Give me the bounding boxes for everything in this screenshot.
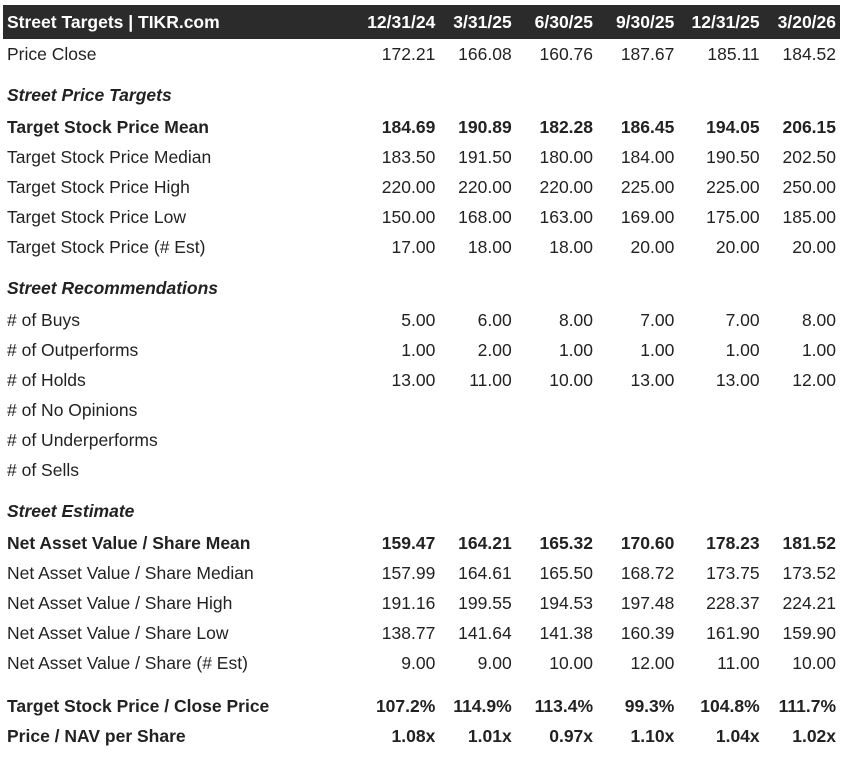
row-label: Price Close — [7, 43, 97, 64]
table-cell: 159.47 — [381, 532, 436, 553]
table-cell: 1.04x — [715, 725, 760, 746]
table-cell: 182.28 — [539, 116, 594, 137]
table-cell: 191.50 — [458, 146, 512, 167]
table-cell: 0.97x — [549, 725, 594, 746]
row-label: # of Outperforms — [7, 339, 139, 360]
table-cell: 166.08 — [458, 43, 512, 64]
table-cell: 187.67 — [620, 43, 675, 64]
table-cell: 17.00 — [391, 236, 436, 257]
table-cell: 5.00 — [401, 309, 436, 330]
table-cell: 18.00 — [549, 236, 594, 257]
row-label: Net Asset Value / Share Mean — [7, 532, 251, 553]
table-cell: 20.00 — [715, 236, 760, 257]
table-row — [3, 202, 840, 232]
table-cell: 141.38 — [539, 622, 594, 643]
table-cell: 191.16 — [381, 592, 436, 613]
table-cell: 12.00 — [630, 652, 675, 673]
table-row — [3, 558, 840, 588]
table-cell: 99.3% — [624, 695, 675, 716]
table-cell: 2.00 — [477, 339, 512, 360]
table-cell: 225.00 — [706, 176, 760, 197]
table-cell: 165.32 — [539, 532, 594, 553]
table-row — [3, 691, 840, 721]
row-label: Price / NAV per Share — [7, 725, 186, 746]
table-cell: 175.00 — [706, 206, 760, 227]
table-row — [3, 588, 840, 618]
table-cell: 161.90 — [706, 622, 760, 643]
table-cell: 184.69 — [381, 116, 436, 137]
table-cell: 220.00 — [458, 176, 512, 197]
table-cell: 185.11 — [707, 43, 760, 64]
table-cell: 1.00 — [801, 339, 837, 360]
table-cell: 107.2% — [375, 695, 436, 716]
table-cell: 225.00 — [620, 176, 675, 197]
row-label: Net Asset Value / Share (# Est) — [7, 652, 248, 673]
table-cell: 181.52 — [782, 532, 837, 553]
table-cell: 160.76 — [539, 43, 594, 64]
table-cell: 18.00 — [467, 236, 512, 257]
row-label: Net Asset Value / Share Low — [7, 622, 229, 643]
table-cell: 220.00 — [381, 176, 436, 197]
table-cell: 173.75 — [706, 562, 760, 583]
table-cell: 9.00 — [401, 652, 436, 673]
table-cell: 13.00 — [630, 369, 675, 390]
table-cell: 8.00 — [801, 309, 837, 330]
table-cell: 1.01x — [467, 725, 512, 746]
row-label: Target Stock Price Mean — [7, 116, 209, 137]
table-cell: 178.23 — [706, 532, 760, 553]
column-header: 12/31/24 — [367, 11, 436, 32]
table-cell: 197.48 — [620, 592, 675, 613]
section-title: Street Estimate — [7, 501, 135, 521]
table-cell: 11.00 — [469, 369, 512, 390]
table-cell: 168.00 — [458, 206, 512, 227]
table-row — [3, 528, 840, 558]
table-cell: 206.15 — [782, 116, 837, 137]
table-cell: 10.00 — [792, 652, 837, 673]
table-cell: 159.90 — [782, 622, 837, 643]
table-cell: 164.61 — [458, 562, 512, 583]
table-cell: 202.50 — [782, 146, 837, 167]
table-cell: 1.00 — [558, 339, 594, 360]
table-cell: 183.50 — [381, 146, 436, 167]
table-row — [3, 172, 840, 202]
table-cell: 10.00 — [549, 652, 594, 673]
row-label: # of Holds — [7, 369, 86, 390]
table-cell: 10.00 — [549, 369, 594, 390]
column-header: 6/30/25 — [534, 11, 594, 32]
section-title: Street Price Targets — [7, 85, 172, 105]
table-cell: 9.00 — [477, 652, 512, 673]
table-cell: 163.00 — [539, 206, 594, 227]
table-cell: 173.52 — [782, 562, 837, 583]
table-cell: 190.89 — [458, 116, 512, 137]
table-cell: 114.9% — [453, 695, 512, 716]
table-cell: 165.50 — [539, 562, 594, 583]
table-row — [3, 112, 840, 142]
table-cell: 164.21 — [458, 532, 512, 553]
column-header: 3/20/26 — [777, 11, 837, 32]
table-header — [3, 5, 840, 39]
row-label: Target Stock Price High — [7, 176, 190, 197]
table-row — [3, 142, 840, 172]
table-cell: 141.64 — [458, 622, 512, 643]
table-row — [3, 455, 840, 485]
table-row — [3, 335, 840, 365]
table-cell: 1.00 — [401, 339, 436, 360]
table-cell: 184.00 — [620, 146, 675, 167]
table-cell: 11.00 — [717, 652, 760, 673]
table-cell: 190.50 — [706, 146, 760, 167]
table-cell: 160.39 — [620, 622, 675, 643]
table-cell: 169.00 — [620, 206, 675, 227]
table-cell: 1.10x — [630, 725, 675, 746]
row-label: # of Sells — [7, 459, 79, 480]
table-cell: 104.8% — [700, 695, 760, 716]
table-cell: 1.08x — [391, 725, 436, 746]
table-cell: 1.00 — [640, 339, 675, 360]
table-cell: 250.00 — [782, 176, 837, 197]
column-header: 12/31/25 — [691, 11, 760, 32]
row-label: Target Stock Price / Close Price — [7, 695, 270, 716]
row-label: Net Asset Value / Share Median — [7, 562, 254, 583]
table-cell: 13.00 — [391, 369, 436, 390]
row-label: # of No Opinions — [7, 399, 138, 420]
table-row — [3, 618, 840, 648]
table-row — [3, 721, 840, 751]
table-cell: 12.00 — [792, 369, 837, 390]
table-row — [3, 648, 840, 678]
table-title: Street Targets | TIKR.com — [7, 11, 220, 32]
section-title: Street Recommendations — [7, 278, 219, 298]
table-row — [3, 425, 840, 455]
table-cell: 20.00 — [792, 236, 837, 257]
row-label: # of Buys — [7, 309, 80, 330]
table-cell: 150.00 — [381, 206, 436, 227]
table-cell: 113.4% — [534, 695, 594, 716]
table-row — [3, 305, 840, 335]
table-cell: 228.37 — [706, 592, 760, 613]
table-cell: 20.00 — [630, 236, 675, 257]
table-cell: 194.53 — [539, 592, 594, 613]
section-heading-recommendations — [3, 262, 840, 305]
table-cell: 172.21 — [381, 43, 436, 64]
table-cell: 111.7% — [778, 695, 837, 716]
table-cell: 224.21 — [782, 592, 837, 613]
table-cell: 1.00 — [725, 339, 760, 360]
row-label: Net Asset Value / Share High — [7, 592, 233, 613]
table-cell: 186.45 — [620, 116, 675, 137]
table-row — [3, 395, 840, 425]
table-row — [3, 365, 840, 395]
table-cell: 157.99 — [381, 562, 436, 583]
section-heading-estimate — [3, 485, 840, 528]
table-row — [3, 232, 840, 262]
row-label: Target Stock Price Median — [7, 146, 212, 167]
table-cell: 185.00 — [782, 206, 837, 227]
row-label: Target Stock Price (# Est) — [7, 236, 206, 257]
table-cell: 13.00 — [715, 369, 760, 390]
table-cell: 6.00 — [477, 309, 512, 330]
table-cell: 168.72 — [620, 562, 675, 583]
section-heading-price-targets — [3, 69, 840, 112]
table-cell: 7.00 — [640, 309, 675, 330]
row-label: Target Stock Price Low — [7, 206, 186, 227]
table-cell: 220.00 — [539, 176, 594, 197]
table-cell: 8.00 — [558, 309, 594, 330]
row-label: # of Underperforms — [7, 429, 158, 450]
table-cell: 194.05 — [706, 116, 760, 137]
table-cell: 170.60 — [620, 532, 675, 553]
table-row-price-close — [3, 39, 840, 69]
table-cell: 199.55 — [458, 592, 512, 613]
column-header: 3/31/25 — [453, 11, 512, 32]
table-cell: 184.52 — [782, 43, 837, 64]
table-cell: 180.00 — [539, 146, 594, 167]
column-header: 9/30/25 — [615, 11, 675, 32]
street-targets-table — [3, 5, 840, 751]
table-cell: 138.77 — [381, 622, 436, 643]
table-cell: 1.02x — [792, 725, 837, 746]
table-cell: 7.00 — [725, 309, 760, 330]
